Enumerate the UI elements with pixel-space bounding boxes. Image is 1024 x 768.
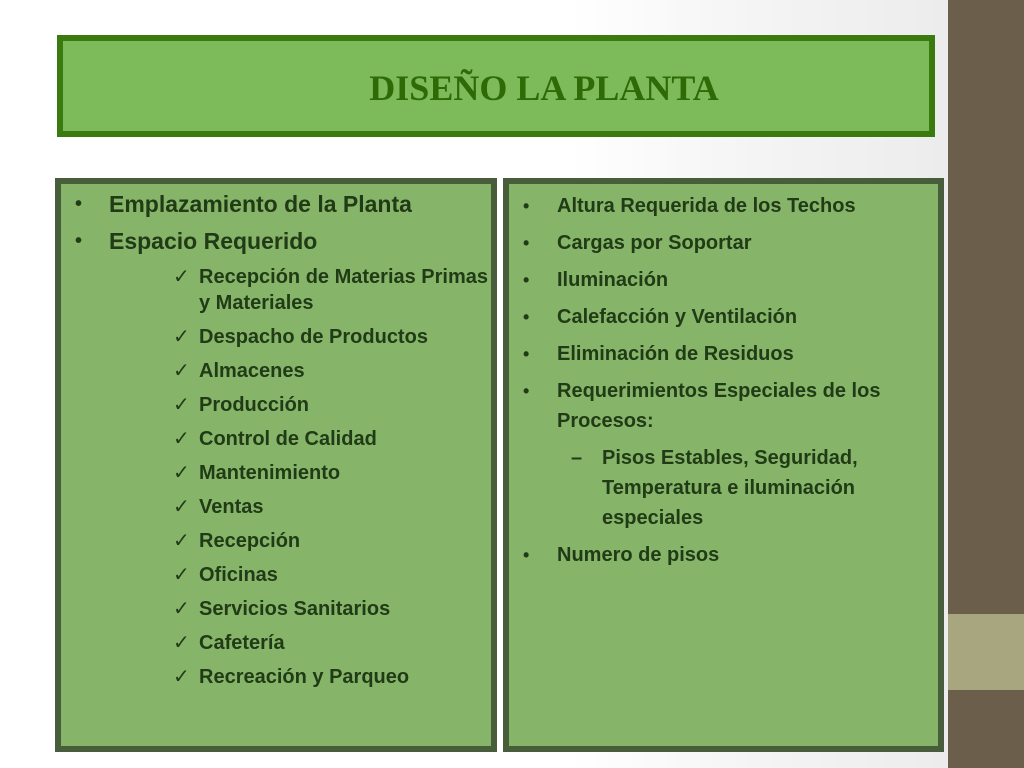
list-item bbox=[509, 339, 938, 369]
list-item bbox=[509, 228, 938, 258]
check-icon: ✓ bbox=[173, 530, 190, 552]
check-list-text: Ventas bbox=[199, 496, 264, 518]
check-list-text: Producción bbox=[199, 394, 310, 416]
list-item bbox=[509, 191, 938, 221]
check-list-item bbox=[61, 630, 491, 656]
check-icon: ✓ bbox=[173, 462, 190, 484]
list-item-text: Altura Requerida de los Techos bbox=[557, 195, 856, 217]
check-list-item bbox=[61, 392, 491, 418]
bullet-icon: • bbox=[523, 344, 530, 364]
check-list-text: Recepción de Materias Primas y Materiales bbox=[199, 266, 489, 314]
check-icon: ✓ bbox=[173, 326, 190, 348]
sub-list-item-text: Pisos Estables, Seguridad, Temperatura e iluminación especiales bbox=[602, 447, 858, 529]
check-list-item bbox=[61, 562, 491, 588]
check-list-item bbox=[61, 264, 491, 316]
check-list-text: Oficinas bbox=[199, 564, 278, 586]
bullet-icon: • bbox=[523, 381, 530, 401]
list-item-text: Eliminación de Residuos bbox=[557, 343, 794, 365]
check-list-item bbox=[61, 596, 491, 622]
bullet-icon: • bbox=[75, 230, 83, 252]
check-list-item bbox=[61, 664, 491, 690]
list-item-text: Cargas por Soportar bbox=[557, 232, 752, 254]
list-item-text: Espacio Requerido bbox=[109, 228, 318, 254]
dash-icon: – bbox=[571, 447, 583, 469]
title-box bbox=[57, 35, 935, 137]
list-item bbox=[509, 265, 938, 295]
bullet-icon: • bbox=[75, 193, 83, 215]
check-list-item bbox=[61, 324, 491, 350]
list-item-text: Emplazamiento de la Planta bbox=[109, 191, 412, 217]
list-item bbox=[61, 190, 491, 218]
check-icon: ✓ bbox=[173, 394, 190, 416]
check-list bbox=[61, 264, 491, 690]
bullet-icon: • bbox=[523, 307, 530, 327]
check-icon: ✓ bbox=[173, 632, 190, 654]
bullet-icon: • bbox=[523, 196, 530, 216]
check-list-item bbox=[61, 528, 491, 554]
check-icon: ✓ bbox=[173, 564, 190, 586]
check-list-item bbox=[61, 426, 491, 452]
side-decoration-accent bbox=[948, 614, 1024, 690]
slide-title: DISEÑO LA PLANTA bbox=[369, 68, 719, 108]
list-item-text: Requerimientos Especiales de los Procesos: bbox=[557, 380, 881, 432]
check-list-item bbox=[61, 494, 491, 520]
left-bullet-list bbox=[61, 190, 491, 255]
check-list-text: Servicios Sanitarios bbox=[199, 598, 391, 620]
check-list-text: Control de Calidad bbox=[199, 428, 377, 450]
list-item-text: Iluminación bbox=[557, 269, 669, 291]
check-icon: ✓ bbox=[173, 360, 190, 382]
list-item-text: Calefacción y Ventilación bbox=[557, 306, 798, 328]
sub-list-item bbox=[509, 443, 938, 533]
check-list-text: Recepción bbox=[199, 530, 301, 552]
list-item-text: Numero de pisos bbox=[557, 544, 720, 566]
check-icon: ✓ bbox=[173, 598, 190, 620]
check-list-text: Almacenes bbox=[199, 360, 305, 382]
check-icon: ✓ bbox=[173, 496, 190, 518]
list-item bbox=[61, 227, 491, 255]
left-panel bbox=[55, 178, 497, 752]
check-list-text: Mantenimiento bbox=[199, 462, 341, 484]
bullet-icon: • bbox=[523, 270, 530, 290]
check-icon: ✓ bbox=[173, 266, 190, 288]
list-item bbox=[509, 376, 938, 436]
check-list-text: Cafetería bbox=[199, 632, 285, 654]
check-icon: ✓ bbox=[173, 428, 190, 450]
check-icon: ✓ bbox=[173, 666, 190, 688]
check-list-text: Despacho de Productos bbox=[199, 326, 428, 348]
check-list-text: Recreación y Parqueo bbox=[199, 666, 410, 688]
bullet-icon: • bbox=[523, 545, 530, 565]
right-panel bbox=[503, 178, 944, 752]
check-list-item bbox=[61, 460, 491, 486]
bullet-icon: • bbox=[523, 233, 530, 253]
check-list-item bbox=[61, 358, 491, 384]
right-bullet-list bbox=[509, 191, 938, 570]
list-item bbox=[509, 302, 938, 332]
list-item bbox=[509, 540, 938, 570]
